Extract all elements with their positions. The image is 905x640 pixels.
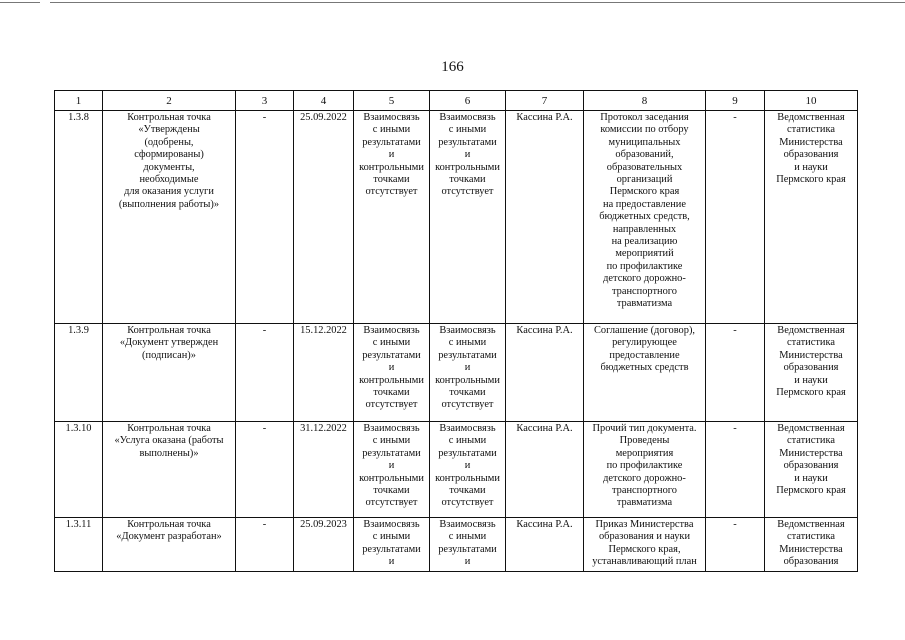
date-cell: 15.12.2022 [294, 324, 354, 422]
date-cell: 31.12.2022 [294, 422, 354, 518]
relation-cell: Взаимосвязь с иными результатами и контрольными точками отсутствует [430, 111, 506, 324]
row-number: 1.3.8 [55, 111, 103, 324]
source-cell: Ведомственная статистика Министерства образования и науки Пермского края [765, 111, 858, 324]
row-number: 1.3.9 [55, 324, 103, 422]
column-header: 2 [103, 91, 236, 111]
responsible-cell: Кассина Р.А. [506, 518, 584, 572]
source-cell: Ведомственная статистика Министерства образования и науки Пермского края [765, 324, 858, 422]
responsible-cell: Кассина Р.А. [506, 324, 584, 422]
source-cell: Ведомственная статистика Министерства образования и науки Пермского края [765, 422, 858, 518]
responsible-cell: Кассина Р.А. [506, 111, 584, 324]
column-9-value: - [706, 422, 765, 518]
date-cell: 25.09.2023 [294, 518, 354, 572]
header-row [55, 91, 858, 111]
document-cell: Соглашение (договор), регулирующее предоставление бюджетных средств [584, 324, 706, 422]
table-row [55, 422, 858, 518]
column-header: 3 [236, 91, 294, 111]
document-cell: Прочий тип документа. Проведены мероприятия по профилактике детского дорожно- транспортного травматизма [584, 422, 706, 518]
column-header: 1 [55, 91, 103, 111]
column-header: 4 [294, 91, 354, 111]
column-header: 7 [506, 91, 584, 111]
column-header: 9 [706, 91, 765, 111]
column-3-value: - [236, 422, 294, 518]
relation-cell: Взаимосвязь с иными результатами и контрольными точками отсутствует [354, 422, 430, 518]
relation-cell: Взаимосвязь с иными результатами и контрольными точками отсутствует [354, 111, 430, 324]
column-header: 10 [765, 91, 858, 111]
table-row [55, 324, 858, 422]
control-point-name: Контрольная точка «Документ утвержден (подписан)» [103, 324, 236, 422]
relation-cell: Взаимосвязь с иными результатами и контрольными точками отсутствует [354, 324, 430, 422]
source-cell: Ведомственная статистика Министерства образования [765, 518, 858, 572]
responsible-cell: Кассина Р.А. [506, 422, 584, 518]
column-header: 5 [354, 91, 430, 111]
column-header: 6 [430, 91, 506, 111]
control-point-name: Контрольная точка «Документ разработан» [103, 518, 236, 572]
relation-cell: Взаимосвязь с иными результатами и контрольными точками отсутствует [430, 422, 506, 518]
column-header: 8 [584, 91, 706, 111]
control-points-table [54, 90, 858, 572]
page-number: 166 [441, 59, 464, 75]
column-9-value: - [706, 324, 765, 422]
table-row [55, 111, 858, 324]
column-9-value: - [706, 111, 765, 324]
table-row [55, 518, 858, 572]
control-point-name: Контрольная точка «Утверждены (одобрены, сформированы) документы, необходимые для оказания услуги (выполнения работы)» [103, 111, 236, 324]
column-3-value: - [236, 111, 294, 324]
column-3-value: - [236, 518, 294, 572]
column-9-value: - [706, 518, 765, 572]
relation-cell: Взаимосвязь с иными результатами и контрольными точками отсутствует [430, 324, 506, 422]
document-cell: Протокол заседания комиссии по отбору муниципальных образований, образовательных организаций Пермского края на предоставление бюджетных средств, направленных на реализацию мероприятий по профилактике детского дорожно- транспортного травматизма [584, 111, 706, 324]
relation-cell: Взаимосвязь с иными результатами и [430, 518, 506, 572]
date-cell: 25.09.2022 [294, 111, 354, 324]
relation-cell: Взаимосвязь с иными результатами и [354, 518, 430, 572]
row-number: 1.3.10 [55, 422, 103, 518]
control-point-name: Контрольная точка «Услуга оказана (работы выполнены)» [103, 422, 236, 518]
document-cell: Приказ Министерства образования и науки Пермского края, устанавливающий план [584, 518, 706, 572]
column-3-value: - [236, 324, 294, 422]
row-number: 1.3.11 [55, 518, 103, 572]
scan-top-border [0, 2, 905, 3]
